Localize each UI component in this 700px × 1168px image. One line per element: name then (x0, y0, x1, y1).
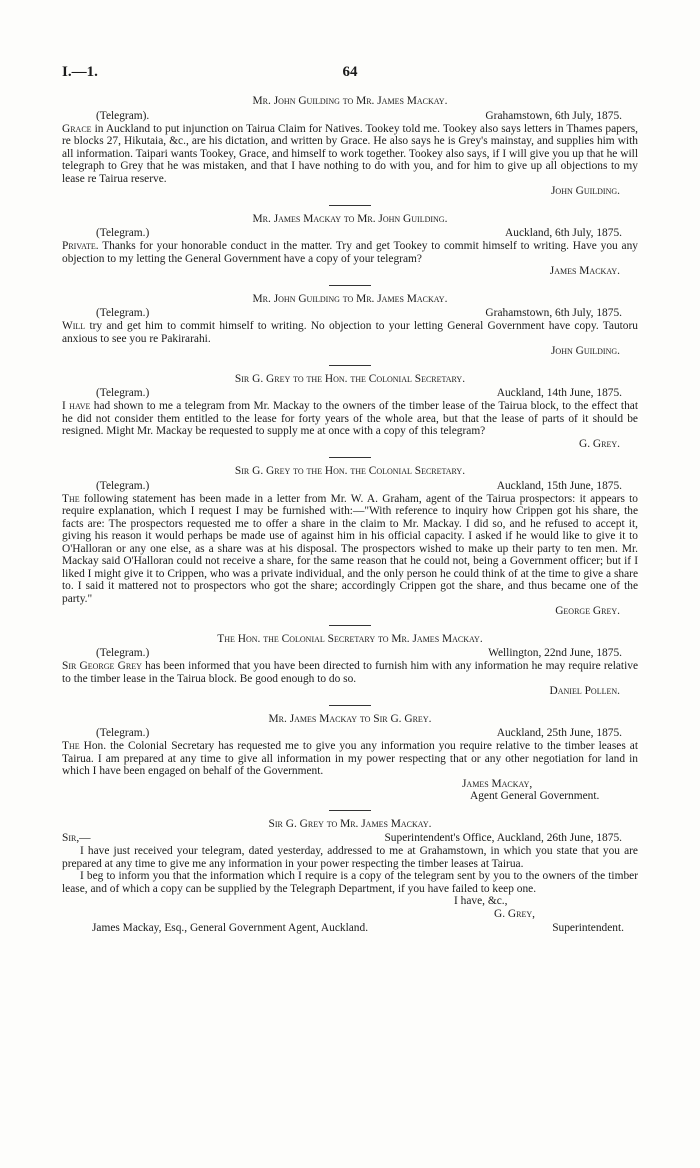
signature: James Mackay. (549, 265, 620, 277)
page-header (62, 64, 638, 84)
letter-meta (62, 227, 638, 240)
body-text: Thanks for your honorable conduct in the matter. Try and get Tookey to commit himself to writing. Have you any objection to my letting the General Government have a copy of your telegram? (62, 240, 638, 265)
signature: G. Grey, (494, 907, 535, 920)
separator-rule (329, 625, 371, 626)
letter-title: Mr. James Mackay to Mr. John Guilding. (252, 212, 448, 225)
signature-block (462, 778, 638, 803)
telegram-label: (Telegram.) (96, 479, 150, 492)
lead-words: The (62, 492, 80, 505)
telegram-label: (Telegram.) (96, 647, 150, 659)
telegram-label: (Telegram.) (96, 227, 150, 239)
letter-meta (62, 307, 638, 320)
signature: G. Grey. (579, 437, 620, 450)
signature-line: Agent General Government. (470, 790, 600, 802)
letter-paragraph-2: I beg to inform you that the information which I require is a copy of the telegram sent by you to the owners of the timber lease, and of which a copy can be supplied by the Telegraph Department, if you have failed to keep one. (62, 870, 638, 895)
place-date: Auckland, 6th July, 1875. (505, 227, 622, 239)
letter-title: The Hon. the Colonial Secretary to Mr. James Mackay. (217, 632, 483, 645)
body-text: Hon. the Colonial Secretary has requested me to give you any information you require relative to the timber leases at Tairua. I am prepared at any time to give all information in my power respecting that or any other negotiation for land in which I have been engaged on behalf of the Government. (62, 740, 638, 777)
separator-rule (329, 285, 371, 286)
letter-body (62, 400, 638, 438)
place-date: Auckland, 14th June, 1875. (496, 387, 622, 399)
correspondence (62, 95, 638, 936)
body-text: following statement has been made in a letter from Mr. W. A. Graham, agent of the Tairua prospectors: it appears to require explanation, which I request I may be furnished with:—"With reference to inquiry how Crippen got his share, the facts are: The prospectors requested me to offer a share in the claim to Mr. Mackay. I did so, and he refused to accept it, giving his reason it would perhaps be made use of against him in his official capacity. I asked if he would like to give it to O'Halloran or any one else, as a share was at his disposal. The prospectors wished to make up their party to ten men. Mr. Mackay said O'Halloran could not receive a share, for the same reason that he could not, being a Government officer; but if I liked I might give it to Crippen, who was a private individual, and the only person he could think of at the time to give a share to. I said it mattered not to prospectors who got the share; accordingly Crippen got the share, and thus became one of the party." (62, 492, 638, 605)
telegram-label: (Telegram.) (96, 307, 150, 319)
telegram-label: (Telegram.) (96, 387, 150, 399)
place-date: Auckland, 15th June, 1875. (496, 479, 622, 492)
lead-words: I have (62, 400, 91, 412)
letter-title: Mr. John Guilding to Mr. James Mackay. (252, 95, 448, 107)
letter-6 (62, 633, 638, 698)
letter-2 (62, 213, 638, 278)
addressee-line (62, 922, 638, 936)
place-date: Wellington, 22nd June, 1875. (488, 647, 622, 659)
letter-body (62, 240, 638, 265)
letter-title: Sir G. Grey to the Hon. the Colonial Secretary. (234, 372, 466, 385)
document-reference: I.—1. (62, 64, 98, 80)
place-date: Superintendent's Office, Auckland, 26th June, 1875. (384, 832, 622, 844)
telegram-label: (Telegram.) (96, 727, 150, 739)
letter-meta (62, 647, 638, 660)
closing: I have, &c., (454, 895, 508, 907)
letter-meta (62, 387, 638, 400)
letter-1 (62, 95, 638, 198)
letter-paragraph-1: I have just received your telegram, dated yesterday, addressed to me at Grahamstown, in which you state that you are prepared at any time to give me any information in your power respecting the timber leases at Tairua. (62, 845, 638, 870)
letter-final (62, 818, 638, 937)
letter-meta (62, 480, 638, 493)
closing-block (454, 895, 638, 920)
letter-body (62, 320, 638, 345)
letter-body (62, 740, 638, 778)
letter-4 (62, 373, 638, 451)
lead-words: Will (62, 320, 86, 332)
signatory-title: Superintendent. (552, 922, 624, 934)
place-date: Grahamstown, 6th July, 1875. (485, 307, 622, 319)
separator-rule (329, 365, 371, 366)
signature: John Guilding. (550, 345, 620, 357)
letter-body (62, 660, 638, 685)
body-text: had shown to me a telegram from Mr. Mackay to the owners of the timber lease of the Tairua block, to the effect that he did not consider them entitled to the lease for forty years of the whole area, but that the lease of parts of it should be resigned. Might Mr. Mackay be requested to supply me at once with a copy of this telegram? (62, 400, 638, 437)
letter-meta (62, 110, 638, 123)
signature: George Grey. (555, 605, 620, 617)
place-date: Grahamstown, 6th July, 1875. (485, 109, 622, 122)
separator-rule (329, 810, 371, 811)
telegram-label: (Telegram). (96, 109, 150, 122)
salutation: Sir,— (62, 832, 91, 844)
body-text: has been informed that you have been directed to furnish him with any information he may require relative to the timber lease in the Tairua block. Be good enough to do so. (62, 660, 638, 685)
letter-5 (62, 465, 638, 618)
separator-rule (329, 705, 371, 706)
letter-body (62, 123, 638, 186)
letter-meta (62, 727, 638, 740)
lead-words: Grace (62, 122, 92, 135)
letter-title: Sir G. Grey to the Hon. the Colonial Secretary. (234, 465, 466, 477)
letter-3 (62, 293, 638, 358)
page-number: 64 (342, 64, 358, 80)
letter-meta (62, 832, 638, 845)
lead-words: Private. (62, 240, 99, 252)
separator-rule (329, 205, 371, 206)
body-text: try and get him to commit himself to writing. No objection to your letting General Government have copy. Tautoru anxious to see you re Pakirarahi. (62, 320, 638, 345)
letter-body (62, 493, 638, 606)
signature: John Guilding. (550, 185, 620, 197)
signature: Daniel Pollen. (549, 685, 620, 697)
separator-rule (329, 457, 371, 458)
place-date: Auckland, 25th June, 1875. (496, 727, 622, 739)
lead-words: Sir George Grey (62, 660, 142, 672)
addressee: James Mackay, Esq., General Government Agent, Auckland. (92, 922, 369, 934)
letter-7 (62, 713, 638, 803)
letter-title: Mr. James Mackay to Sir G. Grey. (268, 712, 432, 725)
letter-title: Sir G. Grey to Mr. James Mackay. (268, 817, 432, 830)
body-text: in Auckland to put injunction on Tairua Claim for Natives. Tookey told me. Tookey also says letters in Thames papers, re blocks 27, Hikutaia, &c., are his dictation, and written by Grace. He also says he is Grey's mainstay, and supplies him with all information. Taipari wants Tookey, Grace, and himself to work together. Tookey also says, if I will give you up that he will telegraph to Grey that he was mistaken, and that I have nothing to do with you, and for him to give up all objections to my lease re Tairua reserve. (62, 122, 638, 185)
lead-words: The (62, 740, 80, 752)
signature-line: James Mackay, (462, 777, 533, 790)
letter-title: Mr. John Guilding to Mr. James Mackay. (252, 292, 448, 305)
